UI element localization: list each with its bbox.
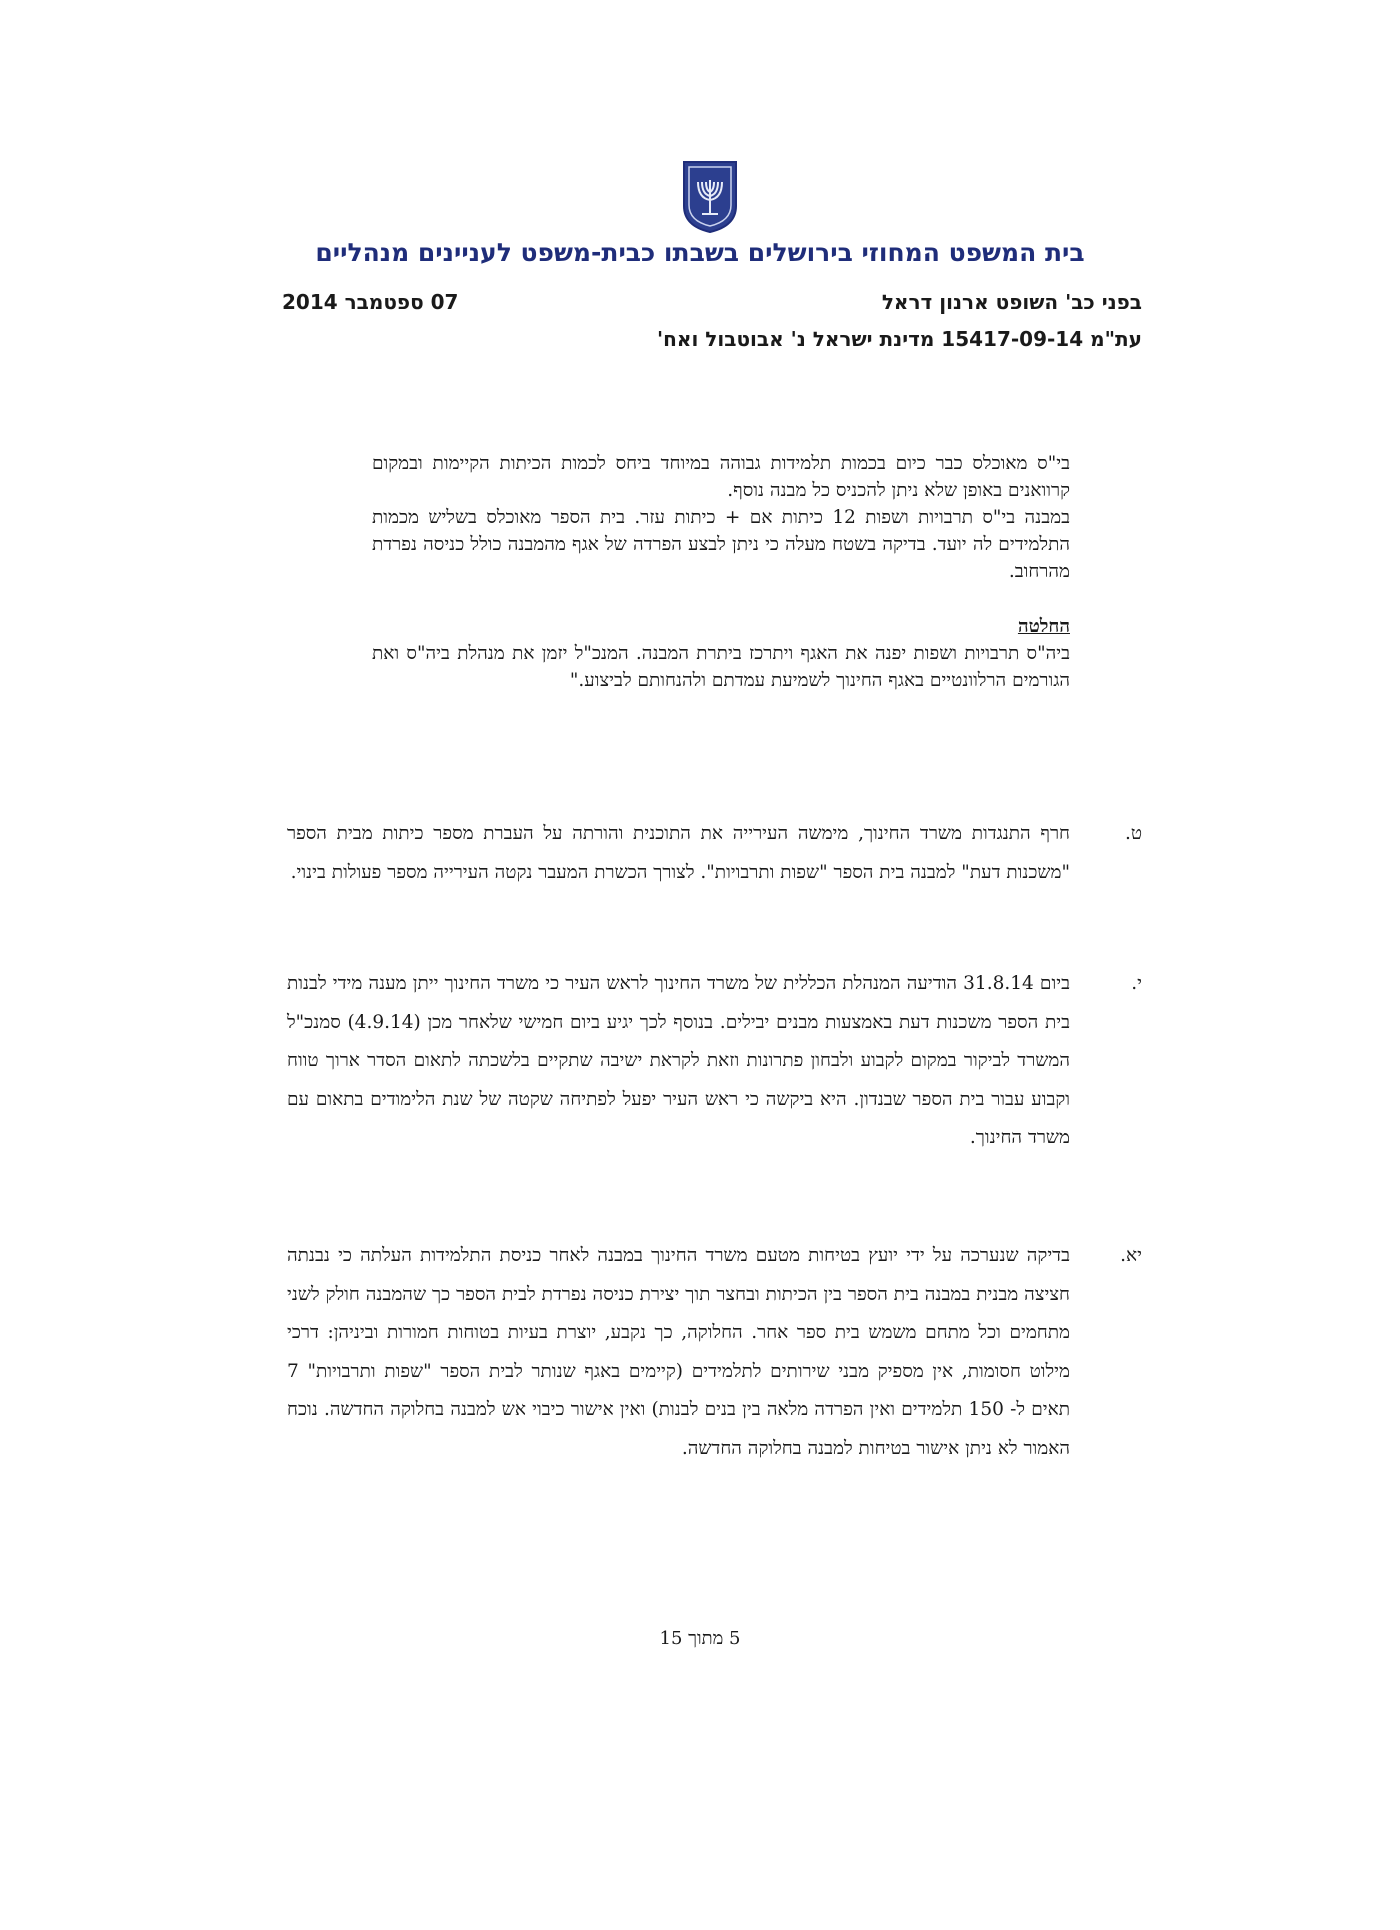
page-number: 5 מתוך 15 bbox=[659, 1628, 741, 1649]
state-emblem-icon bbox=[680, 160, 740, 234]
court-title: בית המשפט המחוזי בירושלים בשבתו כבית-משפט לעניינים מנהליים bbox=[315, 238, 1085, 267]
paragraph-number: ט. bbox=[1124, 823, 1142, 844]
quote-paragraph: ביה"ס תרבויות ושפות יפנה את האגף ויתרכז ביתרת המבנה. המנכ"ל יזמן את מנהלת ביה"ס ואת הגורמים הרלוונטיים באגף החינוך לשמיעת עמדתם ולהנחותם לביצוע." bbox=[372, 643, 1070, 691]
quote-paragraph: בי"ס מאוכלס כבר כיום בכמות תלמידות גבוהה במיוחד ביחס לכמות הכיתות הקיימות ובמקום קרוואנים באופן שלא ניתן להכניס כל מבנה נוסף. bbox=[372, 453, 1070, 501]
paragraph-text: בדיקה שנערכה על ידי יועץ בטיחות מטעם משרד החינוך במבנה לאחר כניסת התלמידות העלתה כי נבנתה חציצה מבנית במבנה בית הספר בין הכיתות ובחצר תוך יצירת כניסה נפרדת לבית הספר כך שהמבנה חולק לשני מתחמים וכל מתחם משמש בית ספר אחר. החלוקה, כך נקבע, יוצרת בעיות בטוחות חמורות וביניהן: דרכי מילוט חסומות, אין מספיק מבני שירותים לתלמידים (קיימים באגף שנותר לבית הספר "שפות ותרבויות" 7 תאים ל- 150 תלמידים ואין הפרדה מלאה בין בנים לבנות) ואין אישור כיבוי אש למבנה בחלוקה החדשה. נוכח האמור לא ניתן אישור בטיחות למבנה בחלוקה החדשה. bbox=[287, 1245, 1071, 1459]
paragraph-text: ביום 31.8.14 הודיעה המנהלת הכללית של משרד החינוך לראש העיר כי משרד החינוך ייתן מענה מידי לבנות בית הספר משכנות דעת באמצעות מבנים יבילים. בנוסף לכך יגיע ביום חמישי שלאחר מכן (4.9.14) סמנכ"ל המשרד לביקור במקום לקבוע ולבחון פתרונות וזאת לקראת ישיבה שתקיים בלשכתה לתאום הסדר ארוך טווח וקבוע עבור בית הספר שבנדון. היא ביקשה כי ראש העיר יפעל לפתיחה שקטה של שנת הלימודים בתאום עם משרד החינוך. bbox=[287, 973, 1070, 1148]
paragraph-text: חרף התנגדות משרד החינוך, מימשה העירייה את התוכנית והורתה על העברת מספר כיתות מבית הספר "משכנות דעת" למבנה בית הספר "שפות ותרבויות". לצורך הכשרת המעבר נקטה העירייה מספר פעולות בינוי. bbox=[287, 823, 1070, 883]
case-title: עת"מ 15417-09-14 מדינת ישראל נ' אבוטבול ואח' bbox=[657, 327, 1142, 351]
quote-paragraph: במבנה בי"ס תרבויות ושפות 12 כיתות אם + כיתות עזר. בית הספר מאוכלס בשליש מכמות התלמידים לה יועד. בדיקה בשטח מעלה כי ניתן לבצע הפרדה של אגף מהמבנה כולל כניסה נפרדת מהרחוב. bbox=[372, 507, 1071, 582]
paragraph-number: יא. bbox=[1120, 1245, 1142, 1266]
quoted-minutes bbox=[372, 450, 1070, 694]
quote-heading: החלטה bbox=[1017, 616, 1070, 637]
document-date: 07 ספטמבר 2014 bbox=[282, 290, 459, 314]
paragraph-number: י. bbox=[1131, 973, 1142, 994]
judge-name: בפני כב' השופט ארנון דראל bbox=[881, 290, 1142, 314]
